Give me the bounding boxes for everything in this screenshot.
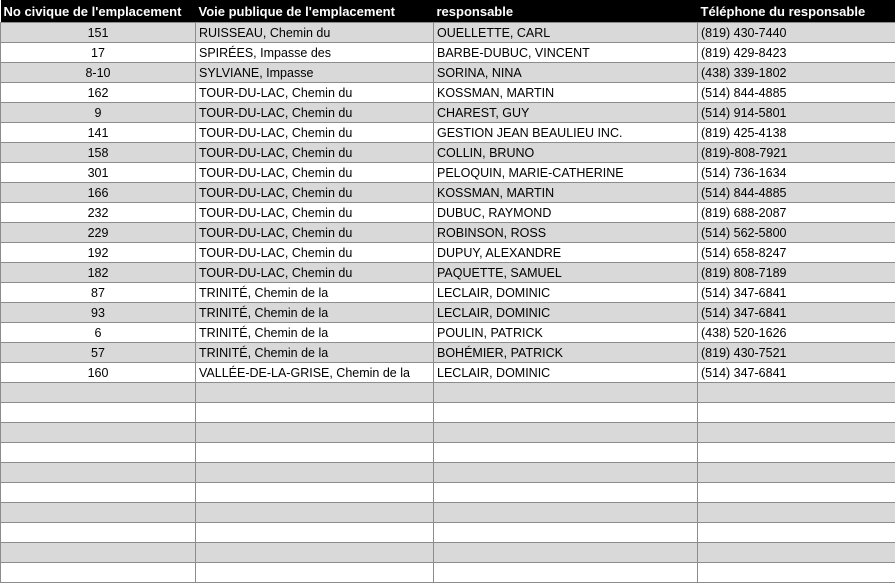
table-row <box>1 443 895 463</box>
cell-responsible[interactable]: DUPUY, ALEXANDRE <box>434 243 698 263</box>
cell-civic-number[interactable] <box>1 403 196 423</box>
cell-responsible[interactable] <box>434 443 698 463</box>
cell-public-road[interactable]: TOUR-DU-LAC, Chemin du <box>196 123 434 143</box>
cell-responsible[interactable] <box>434 403 698 423</box>
table-row <box>1 563 895 583</box>
cell-phone[interactable]: (819) 808-7189 <box>698 263 895 283</box>
cell-public-road[interactable] <box>196 523 434 543</box>
table-row <box>1 143 895 163</box>
cell-responsible[interactable]: PELOQUIN, MARIE-CATHERINE <box>434 163 698 183</box>
cell-public-road[interactable]: TOUR-DU-LAC, Chemin du <box>196 243 434 263</box>
cell-civic-number[interactable]: 93 <box>1 303 196 323</box>
cell-phone[interactable]: (514) 914-5801 <box>698 103 895 123</box>
cell-responsible[interactable] <box>434 383 698 403</box>
cell-responsible[interactable]: COLLIN, BRUNO <box>434 143 698 163</box>
cell-public-road[interactable] <box>196 483 434 503</box>
table-row <box>1 543 895 563</box>
table-row <box>1 183 895 203</box>
table-row <box>1 343 895 363</box>
cell-phone[interactable]: (514) 844-4885 <box>698 83 895 103</box>
table-row <box>1 203 895 223</box>
cell-responsible[interactable]: LECLAIR, DOMINIC <box>434 363 698 383</box>
cell-civic-number[interactable]: 6 <box>1 323 196 343</box>
cell-responsible[interactable]: CHAREST, GUY <box>434 103 698 123</box>
cell-public-road[interactable]: SPIRÉES, Impasse des <box>196 43 434 63</box>
header-row <box>1 0 895 23</box>
table-row <box>1 503 895 523</box>
header-civic-number[interactable]: No civique de l'emplacement <box>1 0 196 23</box>
cell-responsible[interactable] <box>434 483 698 503</box>
cell-civic-number[interactable] <box>1 423 196 443</box>
table-body <box>1 23 895 583</box>
cell-civic-number[interactable]: 17 <box>1 43 196 63</box>
cell-responsible[interactable] <box>434 543 698 563</box>
cell-phone[interactable]: (819) 430-7521 <box>698 343 895 363</box>
cell-civic-number[interactable]: 182 <box>1 263 196 283</box>
table-row <box>1 123 895 143</box>
table-row <box>1 363 895 383</box>
cell-responsible[interactable]: OUELLETTE, CARL <box>434 23 698 43</box>
cell-responsible[interactable] <box>434 503 698 523</box>
cell-responsible[interactable]: BOHÉMIER, PATRICK <box>434 343 698 363</box>
cell-responsible[interactable] <box>434 563 698 583</box>
cell-civic-number[interactable]: 141 <box>1 123 196 143</box>
cell-public-road[interactable] <box>196 543 434 563</box>
cell-public-road[interactable] <box>196 423 434 443</box>
cell-civic-number[interactable]: 151 <box>1 23 196 43</box>
cell-phone[interactable]: (514) 562-5800 <box>698 223 895 243</box>
cell-phone[interactable] <box>698 443 895 463</box>
cell-phone[interactable]: (819) 430-7440 <box>698 23 895 43</box>
cell-phone[interactable]: (514) 347-6841 <box>698 303 895 323</box>
cell-responsible[interactable]: POULIN, PATRICK <box>434 323 698 343</box>
cell-phone[interactable] <box>698 403 895 423</box>
cell-civic-number[interactable] <box>1 503 196 523</box>
table-header <box>1 0 895 23</box>
cell-public-road[interactable] <box>196 463 434 483</box>
cell-phone[interactable]: (819) 688-2087 <box>698 203 895 223</box>
cell-responsible[interactable] <box>434 463 698 483</box>
cell-phone[interactable] <box>698 503 895 523</box>
table-row <box>1 83 895 103</box>
cell-responsible[interactable]: PAQUETTE, SAMUEL <box>434 263 698 283</box>
cell-responsible[interactable]: GESTION JEAN BEAULIEU INC. <box>434 123 698 143</box>
table-row <box>1 523 895 543</box>
cell-public-road[interactable] <box>196 503 434 523</box>
cell-public-road[interactable]: TRINITÉ, Chemin de la <box>196 283 434 303</box>
cell-civic-number[interactable]: 160 <box>1 363 196 383</box>
cell-public-road[interactable]: TOUR-DU-LAC, Chemin du <box>196 103 434 123</box>
cell-civic-number[interactable] <box>1 443 196 463</box>
table-row <box>1 423 895 443</box>
cell-public-road[interactable]: TOUR-DU-LAC, Chemin du <box>196 263 434 283</box>
table-row <box>1 263 895 283</box>
cell-responsible[interactable]: KOSSMAN, MARTIN <box>434 83 698 103</box>
cell-civic-number[interactable]: 9 <box>1 103 196 123</box>
cell-civic-number[interactable]: 232 <box>1 203 196 223</box>
cell-phone[interactable]: (438) 339-1802 <box>698 63 895 83</box>
cell-public-road[interactable]: TOUR-DU-LAC, Chemin du <box>196 223 434 243</box>
cell-civic-number[interactable]: 87 <box>1 283 196 303</box>
cell-responsible[interactable]: BARBE-DUBUC, VINCENT <box>434 43 698 63</box>
cell-public-road[interactable]: RUISSEAU, Chemin du <box>196 23 434 43</box>
cell-responsible[interactable]: KOSSMAN, MARTIN <box>434 183 698 203</box>
cell-phone[interactable] <box>698 543 895 563</box>
table-row <box>1 403 895 423</box>
cell-civic-number[interactable]: 192 <box>1 243 196 263</box>
cell-phone[interactable]: (819) 425-4138 <box>698 123 895 143</box>
cell-civic-number[interactable]: 166 <box>1 183 196 203</box>
table-row <box>1 23 895 43</box>
cell-civic-number[interactable] <box>1 543 196 563</box>
cell-phone[interactable]: (819) 429-8423 <box>698 43 895 63</box>
cell-phone[interactable] <box>698 383 895 403</box>
cell-public-road[interactable]: TOUR-DU-LAC, Chemin du <box>196 203 434 223</box>
cell-civic-number[interactable]: 301 <box>1 163 196 183</box>
cell-phone[interactable] <box>698 423 895 443</box>
cell-civic-number[interactable] <box>1 523 196 543</box>
table-row <box>1 383 895 403</box>
cell-public-road[interactable]: VALLÉE-DE-LA-GRISE, Chemin de la <box>196 363 434 383</box>
cell-phone[interactable] <box>698 563 895 583</box>
cell-phone[interactable]: (514) 347-6841 <box>698 363 895 383</box>
cell-civic-number[interactable]: 158 <box>1 143 196 163</box>
table-row <box>1 323 895 343</box>
cell-responsible[interactable]: DUBUC, RAYMOND <box>434 203 698 223</box>
cell-public-road[interactable]: TRINITÉ, Chemin de la <box>196 323 434 343</box>
table-row <box>1 283 895 303</box>
cell-phone[interactable] <box>698 463 895 483</box>
cell-phone[interactable] <box>698 483 895 503</box>
cell-phone[interactable]: (819)-808-7921 <box>698 143 895 163</box>
cell-public-road[interactable]: TOUR-DU-LAC, Chemin du <box>196 143 434 163</box>
header-responsible[interactable]: responsable <box>434 0 698 23</box>
table-row <box>1 243 895 263</box>
cell-phone[interactable]: (514) 844-4885 <box>698 183 895 203</box>
cell-responsible[interactable]: LECLAIR, DOMINIC <box>434 303 698 323</box>
cell-responsible[interactable]: LECLAIR, DOMINIC <box>434 283 698 303</box>
cell-public-road[interactable]: TOUR-DU-LAC, Chemin du <box>196 83 434 103</box>
cell-civic-number[interactable]: 229 <box>1 223 196 243</box>
cell-public-road[interactable]: TRINITÉ, Chemin de la <box>196 303 434 323</box>
cell-civic-number[interactable]: 162 <box>1 83 196 103</box>
cell-public-road[interactable]: TRINITÉ, Chemin de la <box>196 343 434 363</box>
table-row <box>1 223 895 243</box>
header-public-road[interactable]: Voie publique de l'emplacement <box>196 0 434 23</box>
cell-public-road[interactable]: TOUR-DU-LAC, Chemin du <box>196 163 434 183</box>
header-phone[interactable]: Téléphone du responsable <box>698 0 895 23</box>
table-row <box>1 103 895 123</box>
table-row <box>1 163 895 183</box>
cell-civic-number[interactable] <box>1 483 196 503</box>
cell-responsible[interactable]: ROBINSON, ROSS <box>434 223 698 243</box>
cell-civic-number[interactable] <box>1 463 196 483</box>
cell-public-road[interactable]: SYLVIANE, Impasse <box>196 63 434 83</box>
cell-phone[interactable]: (438) 520-1626 <box>698 323 895 343</box>
cell-public-road[interactable] <box>196 443 434 463</box>
cell-phone[interactable]: (514) 347-6841 <box>698 283 895 303</box>
cell-civic-number[interactable] <box>1 563 196 583</box>
cell-public-road[interactable] <box>196 383 434 403</box>
cell-civic-number[interactable]: 8-10 <box>1 63 196 83</box>
cell-public-road[interactable]: TOUR-DU-LAC, Chemin du <box>196 183 434 203</box>
cell-phone[interactable] <box>698 523 895 543</box>
cell-responsible[interactable]: SORINA, NINA <box>434 63 698 83</box>
table-row <box>1 43 895 63</box>
table-row <box>1 63 895 83</box>
cell-responsible[interactable] <box>434 423 698 443</box>
cell-public-road[interactable] <box>196 403 434 423</box>
cell-public-road[interactable] <box>196 563 434 583</box>
table-row <box>1 483 895 503</box>
cell-civic-number[interactable]: 57 <box>1 343 196 363</box>
cell-phone[interactable]: (514) 658-8247 <box>698 243 895 263</box>
table-row <box>1 303 895 323</box>
table-row <box>1 463 895 483</box>
cell-phone[interactable]: (514) 736-1634 <box>698 163 895 183</box>
cell-responsible[interactable] <box>434 523 698 543</box>
cell-civic-number[interactable] <box>1 383 196 403</box>
